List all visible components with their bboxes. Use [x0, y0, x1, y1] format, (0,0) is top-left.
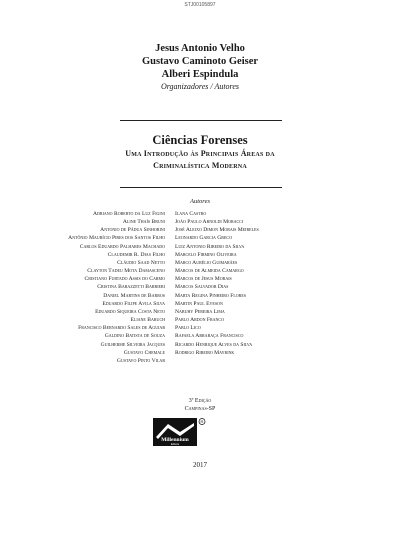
- publication-year: 2017: [193, 461, 207, 469]
- author-name: Eliane Baruch: [130, 317, 165, 324]
- divider-top: [120, 120, 282, 121]
- author-name: Clayton Tadeu Mota Damasceno: [87, 268, 165, 275]
- author-name: Marcos de Jesus Morais: [175, 276, 232, 283]
- author-name: Eduardo Siqueira Costa Neto: [95, 308, 165, 315]
- editor-name: Gustavo Caminoto Geiser: [141, 56, 259, 67]
- page-code: STJ00105897: [184, 2, 216, 8]
- author-name: Gustavo Chemale: [123, 349, 165, 356]
- author-name: Claudemir R. Dias Filho: [107, 251, 165, 258]
- author-name: Carlos Eduardo Palhares Machado: [79, 243, 165, 250]
- author-name: Leonardo Garcia Greco: [175, 235, 232, 242]
- author-name: Eduardo Filipe Avila Silva: [102, 300, 165, 307]
- editors-role: Organizadores / Autores: [160, 82, 240, 91]
- author-name: Antônio Maurício Pires dos Santos Filho: [68, 235, 165, 242]
- author-name: Marcos de Almeida Camargo: [175, 268, 244, 275]
- editors-block: [0, 42, 400, 93]
- author-name: Adriano Roberto da Luz Figini: [92, 211, 165, 217]
- divider-bottom: [120, 187, 282, 188]
- author-name: Cristina Barazzetti Barbieri: [97, 284, 165, 291]
- author-name: Antonio de Pádua Sinhorini: [100, 227, 165, 234]
- author-name: José Aleixo Dimon Morais Meireles: [175, 227, 259, 234]
- author-name: Francisco Bernardo Sales de Aguiar: [78, 325, 165, 332]
- author-name: Cláudio Saad Netto: [117, 259, 165, 266]
- author-name: Martin Paul Eveson: [175, 300, 223, 307]
- author-name: Nabuhy Pereira Lima: [175, 308, 225, 315]
- author-name: Marcelo Firmino Oliveira: [175, 251, 237, 258]
- book-subtitle-line1: Uma Introdução às Principais Áreas da: [125, 149, 275, 158]
- author-name: Gustavo Pinto Vilar: [116, 357, 165, 364]
- author-name: Rodrigo Ribeiro Mayrink: [175, 349, 235, 356]
- edition-label: 3ª Edição: [188, 398, 212, 404]
- author-name: Luiz Antonio Ribeiro da Silva: [175, 243, 245, 250]
- author-name: Rafaela Arrabaça Francisco: [175, 333, 244, 340]
- author-name: Guilherme Silveira Jacques: [100, 341, 165, 348]
- author-name: Aline Thaís Bruni: [122, 219, 165, 226]
- author-name: Cristiano Furtado Assis do Carmo: [84, 276, 165, 283]
- authors-right-column: [175, 210, 350, 357]
- author-name: Marco Aurélio Guimarães: [175, 259, 238, 266]
- book-subtitle-line2: Criminalística Moderna: [153, 161, 247, 170]
- book-title: Ciências Forenses: [152, 133, 248, 147]
- author-name: Pablo Ardon Franco: [175, 317, 224, 324]
- logo-publisher-name: Millennium: [161, 437, 189, 443]
- publisher-logo: [150, 418, 208, 448]
- authors-heading: Autores: [190, 198, 210, 205]
- editor-name: Jesus Antonio Velho: [155, 43, 245, 54]
- editor-name: Alberi Espindula: [161, 69, 239, 80]
- authors-left-column: [30, 210, 165, 365]
- title-block: [0, 133, 400, 172]
- logo-publisher-tagline: Editora: [170, 443, 180, 446]
- author-name: Galdino Batista de Souza: [104, 333, 165, 340]
- author-name: Daniel Martins de Barros: [103, 292, 165, 299]
- author-name: Ilana Castro: [175, 211, 207, 217]
- author-name: Marta Regina Pinheiro Flores: [175, 292, 247, 299]
- author-name: Ricardo Henrique Alves da Silva: [175, 341, 253, 348]
- author-name: Pablo Lico: [175, 325, 201, 332]
- svg-text:R: R: [200, 419, 204, 424]
- author-name: Marcos Salvador Dias: [175, 284, 229, 291]
- imprint-block: [0, 397, 400, 413]
- city-label: Campinas-SP: [184, 406, 216, 412]
- author-name: João Paulo Arnoldi Moracci: [175, 219, 244, 226]
